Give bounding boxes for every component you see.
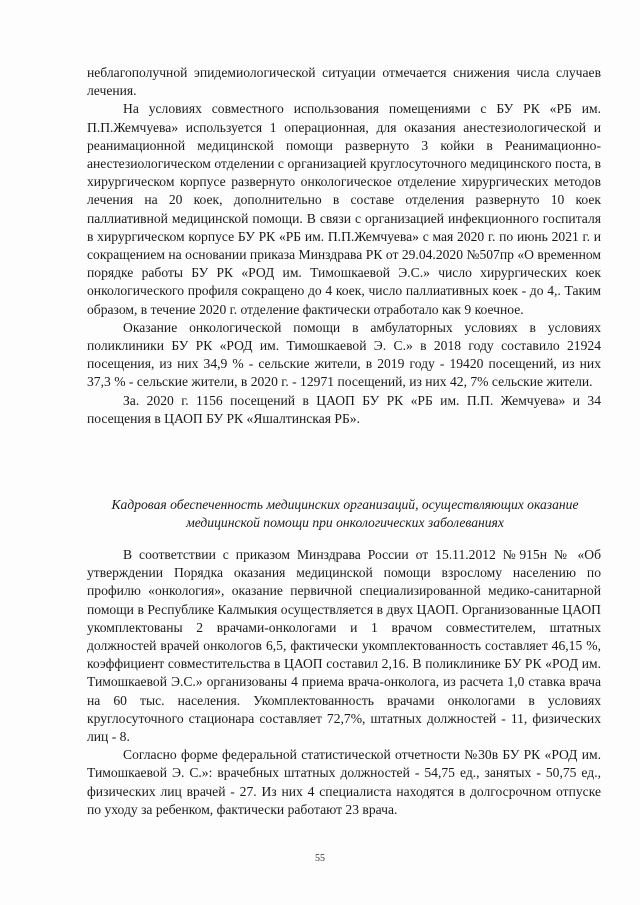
paragraph-caop-visits: За. 2020 г. 1156 посещений в ЦАОП БУ РК «РБ им. П.П. Жемчуева» и 34 посещения в ЦАОП БУ РК «Яшалтинская РБ». [87, 392, 601, 426]
paragraph-shared-premises: На условиях совместного использования помещениями с БУ РК «РБ им. П.П.Жемчуева» используется 1 операционная, для оказания анестезиологической и реанимационной медицинской помощи развернуто 3 койки в Реанимационно-анестезиологическом отделении с организацией круглосуточного медицинского поста, в хирургическом корпусе развернуто онкологическое отделение хирургических методов лечения на 20 коек, дополнительно в составе отделения развернуто 10 коек паллиативной медицинской помощи. В связи с организацией инфекционного госпиталя в хирургическом корпусе БУ РК «РБ им. П.П.Жемчуева» с мая 2020 г. по июнь 2021 г. и сокращением на основании приказа Минздрава РК от 29.04.2020 №507пр «О временном порядке работы БУ РК «РОД им. Тимошкаевой Э.С.» число хирургических коек онкологического профиля сокращено до 4 коек, число паллиативных коек - до 4,. Таким образом, в течение 2020 г. отделение фактически отработало как 9 коечное. [87, 101, 601, 317]
paragraph-staffing-order: В соответствии с приказом Минздрава России от 15.11.2012 №915н № «Об утверждении Порядка оказания медицинской помощи взрослому населению по профилю «онкология», оказание первичной специализированной медико-санитарной помощи в Республике Калмыкия осуществляется в двух ЦАОП. Организованные ЦАОП укомплектованы 2 врачами-онкологами и 1 врачом совместителем, штатных должностей врачей онкологов 6,5, фактически укомплектованность составляет 46,15 %, коэффициент совместительства в ЦАОП составил 2,16. В поликлинике БУ РК «РОД им. Тимошкаевой Э.С.» организованы 4 приема врача-онколога, из расчета 1,0 ставка врача на 60 тыс. населения. Укомплектованность врачами онкологами в условиях круглосуточного стационара составляет 72,7%, штатных должностей - 11, физических лиц - 8. [87, 547, 601, 745]
section-heading: Кадровая обеспеченность медицинских организаций, осуществляющих оказание медицинской помощи при онкологических заболеваниях [111, 497, 579, 531]
body-text-top [87, 64, 601, 428]
paragraph-outpatient-care: Оказание онкологической помощи в амбулаторных условиях в условиях поликлиники БУ РК «РОД им. Тимошкаевой Э. С.» в 2018 году составило 21924 посещения, из них 34,9 % - сельские жители, в 2019 году - 19420 посещений, из них 37,3 % - сельские жители, в 2020 г. - 12971 посещений, из них 42, 7% сельские жители. [87, 319, 601, 390]
paragraph-statistics-form: Согласно форме федеральной статистической отчетности №30в БУ РК «РОД им. Тимошкаевой Э. С.»: врачебных штатных должностей - 54,75 ед., занятых - 50,75 ед., физических лиц врачей - 27. Из них 4 специалиста находятся в долгосрочном отпуске по уходу за ребенком, фактически работают 23 врача. [87, 747, 601, 817]
body-text-bottom [87, 546, 601, 819]
paragraph-continuation: неблагополучной эпидемиологической ситуации отмечается снижения числа случаев лечения. [87, 65, 601, 99]
page-number: 55 [315, 853, 325, 864]
